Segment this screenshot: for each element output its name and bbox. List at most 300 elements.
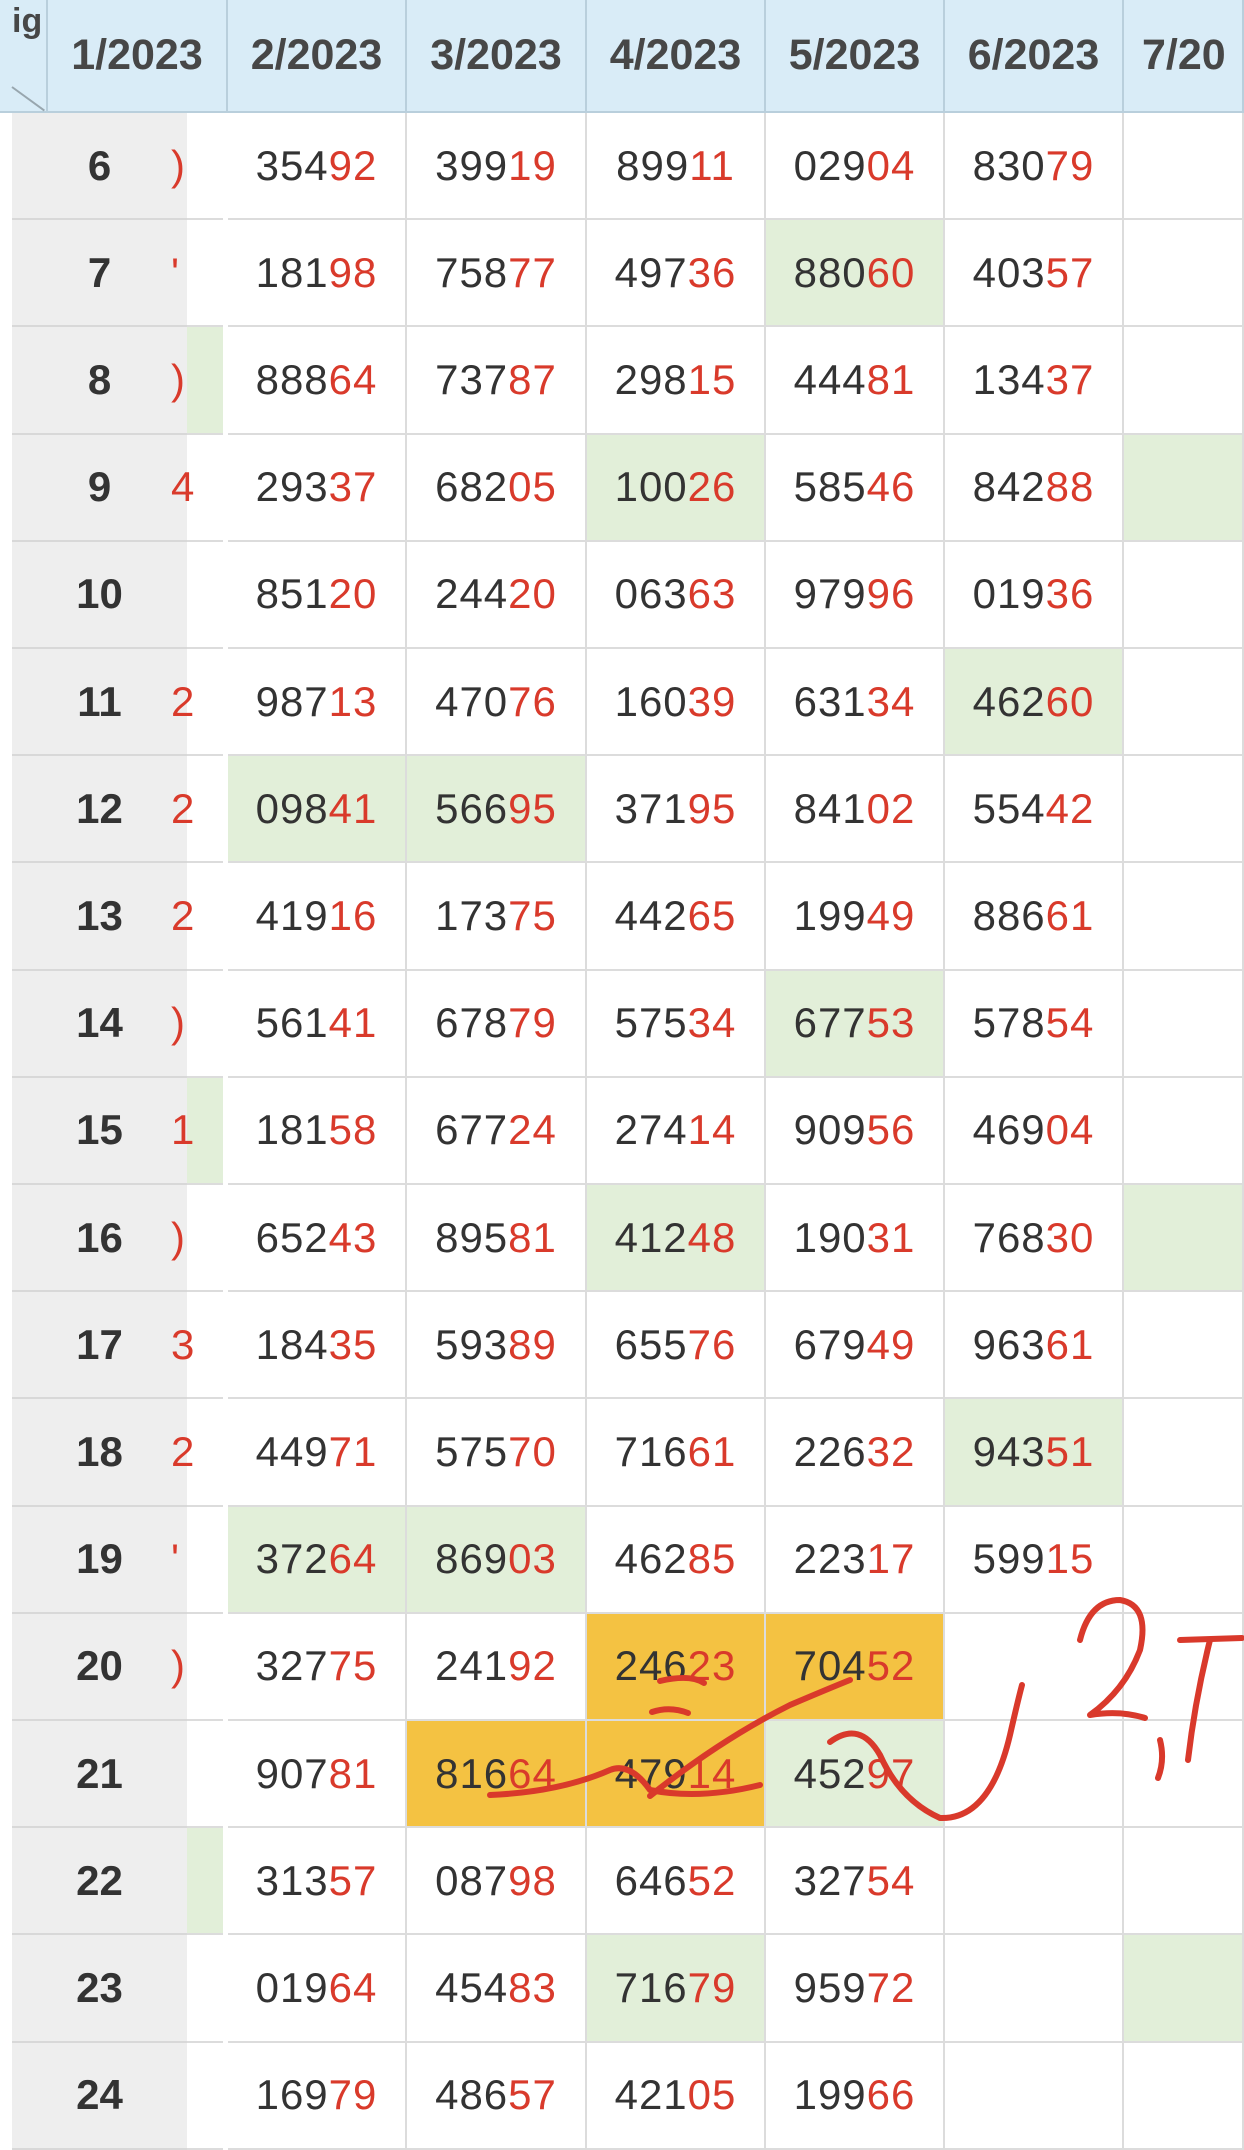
table-cell[interactable] bbox=[766, 2043, 945, 2150]
partial-cell bbox=[171, 113, 223, 220]
table-cell[interactable] bbox=[407, 756, 587, 863]
table-cell[interactable] bbox=[407, 863, 587, 970]
cell-leading-digits: 029 bbox=[793, 141, 867, 189]
cell-leading-digits: 019 bbox=[255, 1963, 329, 2011]
row-day-label: 22 bbox=[12, 1828, 187, 1935]
cell-leading-digits: 959 bbox=[793, 1963, 867, 2011]
cell-leading-digits: 880 bbox=[793, 248, 867, 296]
table-cell[interactable] bbox=[945, 1721, 1124, 1828]
cell-trailing-digits: 61 bbox=[1045, 891, 1095, 939]
table-cell[interactable] bbox=[228, 113, 407, 220]
cell-trailing-digits: 60 bbox=[866, 248, 916, 296]
cell-leading-digits: 486 bbox=[435, 2071, 509, 2119]
partial-digit: 1 bbox=[171, 1106, 195, 1154]
table-cell[interactable] bbox=[945, 1399, 1124, 1506]
table-cell[interactable] bbox=[228, 542, 407, 649]
cell-leading-digits: 575 bbox=[435, 1427, 509, 1475]
partial-cell bbox=[187, 542, 223, 649]
partial-digit: 2 bbox=[171, 677, 195, 725]
table-cell[interactable] bbox=[587, 971, 766, 1078]
cell-trailing-digits: 72 bbox=[866, 1963, 916, 2011]
column-header: 6/2023 bbox=[945, 0, 1124, 113]
cell-trailing-digits: 49 bbox=[866, 1320, 916, 1368]
table-cell[interactable] bbox=[945, 113, 1124, 220]
row-day-label: 13 bbox=[12, 863, 187, 970]
cell-leading-digits: 327 bbox=[255, 1642, 329, 1690]
cell-leading-digits: 888 bbox=[255, 355, 329, 403]
row-day-label: 6 bbox=[12, 113, 187, 220]
table-cell[interactable] bbox=[945, 971, 1124, 1078]
table-cell[interactable] bbox=[945, 435, 1124, 542]
table-cell[interactable] bbox=[407, 1292, 587, 1399]
row-day-label: 9 bbox=[12, 435, 187, 542]
partial-cell bbox=[171, 1614, 223, 1721]
cell-leading-digits: 442 bbox=[614, 891, 688, 939]
cell-trailing-digits: 64 bbox=[328, 1963, 378, 2011]
cell-trailing-digits: 85 bbox=[687, 1535, 737, 1583]
table-cell[interactable] bbox=[766, 1935, 945, 2042]
cell-trailing-digits: 51 bbox=[1045, 1427, 1095, 1475]
table-cell[interactable] bbox=[587, 1935, 766, 2042]
table-cell[interactable] bbox=[766, 1721, 945, 1828]
cell-leading-digits: 566 bbox=[435, 784, 509, 832]
cell-trailing-digits: 81 bbox=[866, 355, 916, 403]
cell-leading-digits: 241 bbox=[435, 1642, 509, 1690]
row-day-label: 21 bbox=[12, 1721, 187, 1828]
table-cell[interactable] bbox=[766, 649, 945, 756]
cell-leading-digits: 987 bbox=[255, 677, 329, 725]
table-cell[interactable] bbox=[1124, 1614, 1244, 1721]
column-header: 7/20 bbox=[1124, 0, 1244, 113]
table-cell[interactable] bbox=[587, 1292, 766, 1399]
cell-trailing-digits: 63 bbox=[687, 570, 737, 618]
cell-trailing-digits: 20 bbox=[328, 570, 378, 618]
corner-divider bbox=[11, 86, 45, 111]
table-cell[interactable] bbox=[766, 756, 945, 863]
table-cell[interactable] bbox=[228, 1507, 407, 1614]
cell-leading-digits: 652 bbox=[255, 1213, 329, 1261]
cell-trailing-digits: 77 bbox=[508, 248, 557, 296]
table-cell[interactable] bbox=[1124, 1935, 1244, 2042]
cell-leading-digits: 768 bbox=[972, 1213, 1046, 1261]
table-cell[interactable] bbox=[587, 220, 766, 327]
cell-trailing-digits: 35 bbox=[328, 1320, 378, 1368]
table-cell[interactable] bbox=[407, 1507, 587, 1614]
table-cell[interactable] bbox=[407, 1828, 587, 1935]
table-cell[interactable] bbox=[587, 113, 766, 220]
table-cell[interactable] bbox=[228, 1399, 407, 1506]
header-corner bbox=[0, 0, 48, 113]
column-header: 2/2023 bbox=[228, 0, 407, 113]
table-cell[interactable] bbox=[407, 1614, 587, 1721]
table-cell[interactable] bbox=[1124, 1292, 1244, 1399]
row-day-label: 14 bbox=[12, 971, 187, 1078]
table-cell[interactable] bbox=[1124, 327, 1244, 434]
table-cell[interactable] bbox=[1124, 863, 1244, 970]
table-cell[interactable] bbox=[1124, 1399, 1244, 1506]
table-cell[interactable] bbox=[587, 1399, 766, 1506]
cell-leading-digits: 631 bbox=[793, 677, 867, 725]
table-cell[interactable] bbox=[945, 1935, 1124, 2042]
cell-trailing-digits: 19 bbox=[508, 141, 557, 189]
column-header: 5/2023 bbox=[766, 0, 945, 113]
cell-leading-digits: 444 bbox=[793, 355, 867, 403]
cell-leading-digits: 895 bbox=[435, 1213, 509, 1261]
cell-trailing-digits: 46 bbox=[866, 463, 916, 511]
cell-trailing-digits: 16 bbox=[328, 891, 378, 939]
table-cell[interactable] bbox=[1124, 113, 1244, 220]
partial-cell bbox=[171, 1399, 223, 1506]
cell-leading-digits: 479 bbox=[614, 1749, 688, 1797]
cell-trailing-digits: 53 bbox=[866, 999, 916, 1047]
cell-trailing-digits: 52 bbox=[866, 1642, 916, 1690]
table-cell[interactable] bbox=[228, 2043, 407, 2150]
cell-leading-digits: 371 bbox=[614, 784, 688, 832]
table-cell[interactable] bbox=[1124, 1185, 1244, 1292]
cell-trailing-digits: 05 bbox=[508, 463, 557, 511]
partial-digit: ) bbox=[171, 999, 185, 1047]
table-cell[interactable] bbox=[587, 1507, 766, 1614]
cell-trailing-digits: 95 bbox=[508, 784, 557, 832]
cell-leading-digits: 199 bbox=[793, 2071, 867, 2119]
cell-trailing-digits: 26 bbox=[687, 463, 737, 511]
table-cell[interactable] bbox=[945, 1292, 1124, 1399]
partial-cell bbox=[187, 1721, 223, 1828]
cell-leading-digits: 419 bbox=[255, 891, 329, 939]
cell-trailing-digits: 34 bbox=[866, 677, 916, 725]
cell-trailing-digits: 95 bbox=[687, 784, 737, 832]
cell-trailing-digits: 41 bbox=[328, 784, 378, 832]
table-cell[interactable] bbox=[1124, 2043, 1244, 2150]
cell-leading-digits: 578 bbox=[972, 999, 1046, 1047]
cell-leading-digits: 063 bbox=[614, 570, 688, 618]
cell-leading-digits: 199 bbox=[793, 891, 867, 939]
cell-leading-digits: 758 bbox=[435, 248, 509, 296]
partial-digit: ) bbox=[171, 1213, 185, 1261]
row-day-label: 10 bbox=[12, 542, 187, 649]
table-cell[interactable] bbox=[766, 1614, 945, 1721]
table-cell[interactable] bbox=[1124, 649, 1244, 756]
table-cell[interactable] bbox=[587, 1828, 766, 1935]
cell-leading-digits: 716 bbox=[614, 1427, 688, 1475]
cell-trailing-digits: 32 bbox=[866, 1427, 916, 1475]
cell-leading-digits: 655 bbox=[614, 1320, 688, 1368]
cell-trailing-digits: 20 bbox=[508, 570, 557, 618]
table-cell[interactable] bbox=[766, 863, 945, 970]
partial-digit: ' bbox=[171, 248, 180, 296]
table-cell[interactable] bbox=[407, 1721, 587, 1828]
cell-trailing-digits: 61 bbox=[687, 1427, 737, 1475]
cell-leading-digits: 412 bbox=[614, 1213, 688, 1261]
cell-leading-digits: 575 bbox=[614, 999, 688, 1047]
cell-trailing-digits: 15 bbox=[1045, 1535, 1095, 1583]
cell-leading-digits: 190 bbox=[793, 1213, 867, 1261]
cell-leading-digits: 169 bbox=[255, 2071, 329, 2119]
table-cell[interactable] bbox=[587, 649, 766, 756]
table-cell[interactable] bbox=[228, 863, 407, 970]
cell-trailing-digits: 92 bbox=[508, 1642, 557, 1690]
column-header: 3/2023 bbox=[407, 0, 587, 113]
cell-leading-digits: 554 bbox=[972, 784, 1046, 832]
cell-trailing-digits: 70 bbox=[508, 1427, 557, 1475]
cell-trailing-digits: 11 bbox=[689, 141, 735, 189]
table-cell[interactable] bbox=[945, 1828, 1124, 1935]
cell-trailing-digits: 15 bbox=[687, 355, 737, 403]
cell-leading-digits: 184 bbox=[255, 1320, 329, 1368]
cell-trailing-digits: 87 bbox=[508, 355, 557, 403]
table-cell[interactable] bbox=[1124, 1507, 1244, 1614]
table-cell[interactable] bbox=[766, 971, 945, 1078]
cell-leading-digits: 886 bbox=[972, 891, 1046, 939]
cell-trailing-digits: 52 bbox=[687, 1856, 737, 1904]
table-cell[interactable] bbox=[1124, 1078, 1244, 1185]
cell-trailing-digits: 64 bbox=[328, 1535, 378, 1583]
cell-leading-digits: 470 bbox=[435, 677, 509, 725]
cell-trailing-digits: 48 bbox=[687, 1213, 737, 1261]
cell-leading-digits: 226 bbox=[793, 1427, 867, 1475]
table-cell[interactable] bbox=[1124, 971, 1244, 1078]
cell-trailing-digits: 04 bbox=[866, 141, 916, 189]
cell-leading-digits: 244 bbox=[435, 570, 509, 618]
row-day-label: 8 bbox=[12, 327, 187, 434]
cell-leading-digits: 452 bbox=[793, 1749, 867, 1797]
partial-cell bbox=[171, 649, 223, 756]
cell-leading-digits: 181 bbox=[255, 1106, 329, 1154]
table-cell[interactable] bbox=[228, 1614, 407, 1721]
cell-leading-digits: 462 bbox=[614, 1535, 688, 1583]
cell-leading-digits: 841 bbox=[793, 784, 867, 832]
table-cell[interactable] bbox=[945, 863, 1124, 970]
cell-leading-digits: 963 bbox=[972, 1320, 1046, 1368]
table-cell[interactable] bbox=[587, 327, 766, 434]
table-cell[interactable] bbox=[945, 756, 1124, 863]
table-cell[interactable] bbox=[587, 863, 766, 970]
table-cell[interactable] bbox=[228, 435, 407, 542]
cell-leading-digits: 816 bbox=[435, 1749, 509, 1797]
table-cell[interactable] bbox=[228, 1721, 407, 1828]
table-cell[interactable] bbox=[587, 756, 766, 863]
table-cell[interactable] bbox=[407, 327, 587, 434]
cell-leading-digits: 454 bbox=[435, 1963, 509, 2011]
row-day-label: 7 bbox=[12, 220, 187, 327]
cell-trailing-digits: 14 bbox=[687, 1749, 737, 1797]
row-day-label: 24 bbox=[12, 2043, 187, 2150]
cell-leading-digits: 842 bbox=[972, 463, 1046, 511]
table-cell[interactable] bbox=[1124, 542, 1244, 649]
cell-leading-digits: 372 bbox=[255, 1535, 329, 1583]
cell-trailing-digits: 98 bbox=[328, 248, 378, 296]
cell-trailing-digits: 75 bbox=[328, 1642, 378, 1690]
table-cell[interactable] bbox=[1124, 220, 1244, 327]
cell-leading-digits: 274 bbox=[614, 1106, 688, 1154]
table-cell[interactable] bbox=[766, 1507, 945, 1614]
cell-leading-digits: 313 bbox=[255, 1856, 329, 1904]
table-cell[interactable] bbox=[587, 1721, 766, 1828]
cell-trailing-digits: 75 bbox=[508, 891, 557, 939]
table-cell[interactable] bbox=[228, 327, 407, 434]
table-cell[interactable] bbox=[228, 1828, 407, 1935]
cell-leading-digits: 223 bbox=[793, 1535, 867, 1583]
cell-trailing-digits: 49 bbox=[866, 891, 916, 939]
table-cell[interactable] bbox=[587, 1614, 766, 1721]
cell-leading-digits: 677 bbox=[435, 1106, 509, 1154]
table-cell[interactable] bbox=[766, 1185, 945, 1292]
table-cell[interactable] bbox=[587, 1185, 766, 1292]
table-cell[interactable] bbox=[945, 327, 1124, 434]
cell-trailing-digits: 37 bbox=[328, 463, 378, 511]
table-cell[interactable] bbox=[766, 435, 945, 542]
cell-leading-digits: 737 bbox=[435, 355, 509, 403]
table-cell[interactable] bbox=[1124, 756, 1244, 863]
table-cell[interactable] bbox=[407, 1399, 587, 1506]
cell-trailing-digits: 05 bbox=[687, 2071, 737, 2119]
table-cell[interactable] bbox=[228, 1078, 407, 1185]
column-header: 4/2023 bbox=[587, 0, 766, 113]
row-day-label: 16 bbox=[12, 1185, 187, 1292]
table-cell[interactable] bbox=[945, 1185, 1124, 1292]
table-cell[interactable] bbox=[587, 2043, 766, 2150]
cell-leading-digits: 979 bbox=[793, 570, 867, 618]
cell-leading-digits: 098 bbox=[255, 784, 329, 832]
cell-leading-digits: 160 bbox=[614, 677, 688, 725]
cell-leading-digits: 354 bbox=[255, 141, 329, 189]
table-cell[interactable] bbox=[766, 1078, 945, 1185]
cell-leading-digits: 679 bbox=[793, 1320, 867, 1368]
table-cell[interactable] bbox=[228, 649, 407, 756]
table-cell[interactable] bbox=[766, 1399, 945, 1506]
cell-leading-digits: 497 bbox=[614, 248, 688, 296]
cell-leading-digits: 462 bbox=[972, 677, 1046, 725]
partial-cell bbox=[171, 1292, 223, 1399]
cell-trailing-digits: 43 bbox=[328, 1213, 378, 1261]
row-day-label: 12 bbox=[12, 756, 187, 863]
partial-cell bbox=[171, 435, 223, 542]
partial-digit: ) bbox=[171, 355, 185, 403]
cell-trailing-digits: 76 bbox=[508, 677, 557, 725]
partial-digit: 2 bbox=[171, 1427, 195, 1475]
table-cell[interactable] bbox=[945, 2043, 1124, 2150]
partial-cell bbox=[187, 2043, 223, 2150]
cell-leading-digits: 134 bbox=[972, 355, 1046, 403]
cell-trailing-digits: 14 bbox=[687, 1106, 737, 1154]
table-cell[interactable] bbox=[587, 542, 766, 649]
table-cell[interactable] bbox=[407, 542, 587, 649]
table-cell[interactable] bbox=[766, 1828, 945, 1935]
table-cell[interactable] bbox=[228, 756, 407, 863]
table-cell[interactable] bbox=[945, 1078, 1124, 1185]
cell-trailing-digits: 79 bbox=[687, 1963, 737, 2011]
cell-leading-digits: 593 bbox=[435, 1320, 509, 1368]
table-cell[interactable] bbox=[945, 542, 1124, 649]
cell-trailing-digits: 17 bbox=[866, 1535, 916, 1583]
cell-trailing-digits: 57 bbox=[1045, 248, 1095, 296]
cell-leading-digits: 678 bbox=[435, 999, 509, 1047]
table-cell[interactable] bbox=[228, 220, 407, 327]
cell-leading-digits: 830 bbox=[972, 141, 1046, 189]
cell-trailing-digits: 79 bbox=[328, 2071, 378, 2119]
table-cell[interactable] bbox=[407, 220, 587, 327]
cell-trailing-digits: 31 bbox=[866, 1213, 916, 1261]
cell-trailing-digits: 61 bbox=[1045, 1320, 1095, 1368]
partial-cell bbox=[187, 1828, 223, 1935]
cell-trailing-digits: 03 bbox=[508, 1535, 557, 1583]
table-cell[interactable] bbox=[407, 1935, 587, 2042]
cell-leading-digits: 421 bbox=[614, 2071, 688, 2119]
table-cell[interactable] bbox=[228, 971, 407, 1078]
partial-cell bbox=[187, 1935, 223, 2042]
cell-trailing-digits: 42 bbox=[1045, 784, 1095, 832]
cell-leading-digits: 449 bbox=[255, 1427, 329, 1475]
cell-trailing-digits: 60 bbox=[1045, 677, 1095, 725]
table-cell[interactable] bbox=[945, 1507, 1124, 1614]
cell-trailing-digits: 64 bbox=[508, 1749, 557, 1797]
cell-trailing-digits: 30 bbox=[1045, 1213, 1095, 1261]
table-cell[interactable] bbox=[945, 220, 1124, 327]
row-day-label: 18 bbox=[12, 1399, 187, 1506]
table-cell[interactable] bbox=[587, 435, 766, 542]
table-cell[interactable] bbox=[407, 971, 587, 1078]
cell-trailing-digits: 54 bbox=[866, 1856, 916, 1904]
partial-digit: ) bbox=[171, 141, 185, 189]
cell-trailing-digits: 37 bbox=[1045, 355, 1095, 403]
table-cell[interactable] bbox=[407, 2043, 587, 2150]
table-cell[interactable] bbox=[407, 1185, 587, 1292]
cell-trailing-digits: 64 bbox=[328, 355, 378, 403]
cell-trailing-digits: 56 bbox=[866, 1106, 916, 1154]
cell-leading-digits: 704 bbox=[793, 1642, 867, 1690]
cell-trailing-digits: 57 bbox=[508, 2071, 557, 2119]
cell-trailing-digits: 83 bbox=[508, 1963, 557, 2011]
table-cell[interactable] bbox=[766, 1292, 945, 1399]
table-cell[interactable] bbox=[407, 435, 587, 542]
table-cell[interactable] bbox=[587, 1078, 766, 1185]
cell-trailing-digits: 34 bbox=[687, 999, 737, 1047]
table-cell[interactable] bbox=[766, 113, 945, 220]
cell-leading-digits: 909 bbox=[793, 1106, 867, 1154]
table-cell[interactable] bbox=[945, 1614, 1124, 1721]
table-cell[interactable] bbox=[1124, 1721, 1244, 1828]
cell-leading-digits: 087 bbox=[435, 1856, 509, 1904]
table-cell[interactable] bbox=[407, 649, 587, 756]
cell-trailing-digits: 79 bbox=[508, 999, 557, 1047]
table-cell[interactable] bbox=[407, 1078, 587, 1185]
cell-leading-digits: 100 bbox=[614, 463, 688, 511]
cell-leading-digits: 181 bbox=[255, 248, 329, 296]
table-cell[interactable] bbox=[1124, 435, 1244, 542]
cell-trailing-digits: 76 bbox=[687, 1320, 737, 1368]
table-cell[interactable] bbox=[228, 1935, 407, 2042]
cell-trailing-digits: 36 bbox=[1045, 570, 1095, 618]
cell-leading-digits: 399 bbox=[435, 141, 509, 189]
corner-label: ig bbox=[12, 2, 43, 40]
table-cell[interactable] bbox=[945, 649, 1124, 756]
partial-cell bbox=[171, 1185, 223, 1292]
table-cell[interactable] bbox=[766, 327, 945, 434]
partial-digit: ' bbox=[171, 1535, 180, 1583]
cell-trailing-digits: 54 bbox=[1045, 999, 1095, 1047]
table-cell[interactable] bbox=[1124, 1828, 1244, 1935]
table-cell[interactable] bbox=[407, 113, 587, 220]
cell-trailing-digits: 65 bbox=[687, 891, 737, 939]
cell-leading-digits: 907 bbox=[255, 1749, 329, 1797]
partial-cell bbox=[171, 327, 223, 434]
table-cell[interactable] bbox=[766, 220, 945, 327]
table-cell[interactable] bbox=[766, 542, 945, 649]
cell-leading-digits: 716 bbox=[614, 1963, 688, 2011]
table-cell[interactable] bbox=[228, 1292, 407, 1399]
cell-leading-digits: 943 bbox=[972, 1427, 1046, 1475]
table-cell[interactable] bbox=[228, 1185, 407, 1292]
